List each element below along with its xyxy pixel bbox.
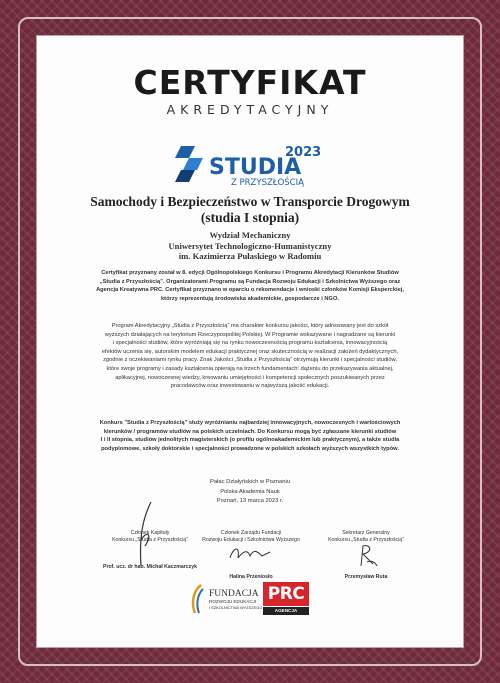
venue-institution: Polska Akademia Nauk	[220, 488, 280, 495]
fundacja-logo-icon	[185, 581, 265, 617]
signature-scribble-icon	[228, 544, 272, 564]
prc-name: PRC	[263, 582, 309, 606]
faculty-name: Wydział Mechaniczny	[209, 230, 291, 240]
paragraph-line: Program Akredytacyjny „Studia z Przyszłością” ma charakter konkursu jakości, który adresowany jest do szkół	[111, 323, 389, 329]
signatory-role: Członek Kapituły	[130, 530, 170, 536]
signatory-role: Konkursu „Studia z Przyszłością”	[112, 537, 188, 543]
paragraph-program	[45, 322, 455, 391]
paragraph-line: i specjalności studiów, które wyróżniają się na rynku nowoczesnością programu kształcenia, innowacyjnością	[112, 340, 388, 347]
paragraph-line: pracodawców oraz inwestowaniu w najwyższą jakość edukacji.	[170, 383, 330, 390]
logo-year: 2023	[285, 145, 322, 160]
paragraph-line: Konkurs "Studia z Przyszłością" służy wyróżnianiu najbardziej innowacyjnych, nowoczesnych i wartościowych	[99, 420, 401, 426]
signatory-3	[301, 530, 431, 581]
fundacja-line2: ROZWOJU EDUKACJI	[209, 599, 257, 604]
program-title-line2: (studia I stopnia)	[200, 210, 300, 225]
signatory-name: Prof. ucz. dr hab. Michał Kaczmarczyk	[103, 564, 197, 570]
signature-scribble-icon	[355, 542, 379, 568]
signature-scribble-icon	[133, 500, 157, 570]
logo-name: STUDIA	[209, 155, 302, 180]
signatory-name: Halina Przeniosło	[229, 574, 273, 580]
signatory-name: Przemysław Ruta	[344, 574, 388, 580]
paragraph-line: aplikacyjnej, nowoczesnej wiedzy, kreowaniu umiejętności i kompetencji społecznych poszukiwanych przez	[115, 374, 385, 381]
paragraph-line: kierunków / programów studiów na polskich uczelniach. Do Konkursu mogą być zgłaszane kierunki studiów	[103, 428, 397, 435]
paragraph-line: Certyfikat przyznany został w 8. edycji Ogólnopolskiego Konkursu i Programu Akredytacji Kierunków Studiów	[101, 270, 399, 276]
place-and-date	[37, 478, 463, 507]
certificate-title: CERTYFIKAT	[133, 63, 367, 102]
fundacja-line3: I SZKOLNICTWA WYŻSZEGO	[209, 605, 263, 610]
paragraph-line: efektów uczenia się, autorskim modelem edukacji praktycznej oraz skutecznością w realizacji założeń dydaktycznych,	[101, 348, 399, 355]
prc-tagline: AGENCJA KREATYWNA	[263, 607, 309, 615]
program-title-line1: Samochody i Bezpieczeństwo w Transporcie Drogowym	[90, 194, 410, 209]
studia-emblem-icon	[175, 142, 335, 188]
signatory-role: Członek Zarządu Fundacji	[220, 530, 282, 536]
paragraph-contest	[45, 419, 455, 453]
paragraph-accreditation	[45, 269, 455, 303]
signatory-role: Konkursu „Studia z Przyszłością”	[328, 537, 404, 543]
signatory-2	[186, 530, 316, 581]
program-title	[37, 194, 463, 226]
certificate-subtitle: AKREDYTACYJNY	[166, 102, 334, 117]
paragraph-line: które swoje programy i zasady kształcenia opierają na trzech fundamentach: dążeniu do przekazywania aktualnej,	[106, 365, 394, 372]
paragraph-line: zgodnie z oczekiwaniami rynku pracy. Znak Jakości „Studia z Przyszłością” otrzymują kierunki i specjalności studiów,	[103, 357, 397, 364]
paragraph-line: wyższych działających na terytorium Rzeczypospolitej Polskiej. W Programie wskazywane i nagradzane są kierunki	[104, 331, 396, 338]
signatory-role: Sekretarz Generalny	[342, 530, 390, 536]
issue-date: Poznań, 13 marca 2023 r.	[216, 498, 284, 504]
paragraph-line: „Studia z Przyszłością”. Organizatorami Programu są Fundacja Rozwoju Edukacji i Szkolnictwa Wyższego oraz	[99, 278, 401, 285]
university-name: Uniwersytet Technologiczno-Humanistyczny	[168, 240, 332, 251]
logo-tagline: Z PRZYSZŁOŚCIĄ	[231, 178, 304, 188]
institution-block	[37, 230, 463, 262]
paragraph-line: podyplomowe, szkoły doktorskie i specjalności prowadzone w polskich szkołach wyższych wszystkich typów.	[101, 445, 399, 452]
prc-logo	[263, 582, 309, 621]
fundacja-logo	[185, 581, 265, 617]
signatory-role: Rozwoju Edukacji i Szkolnictwa Wyższego	[202, 537, 300, 543]
paragraph-line: Agencja Kreatywna PRC. Certyfikat przyznano w oparciu o rekomendacje i wnioski członków Komisji Eksperckiej,	[96, 287, 404, 294]
fundacja-name: FUNDACJA	[209, 589, 259, 599]
venue: Pałac Działyńskich w Poznaniu	[210, 479, 290, 485]
university-patron: im. Kazimierza Pułaskiego w Radomiu	[178, 251, 322, 262]
certificate-content	[36, 35, 464, 648]
studia-logo	[175, 142, 335, 188]
paragraph-line: którzy reprezentują środowiska akademickie, gospodarcze i NGO.	[161, 295, 339, 302]
paragraph-line: I i II stopnia, studiów jednolitych magisterskich (o profilu ogólnoakademickim lub praktycznym), a także studia	[100, 437, 400, 444]
